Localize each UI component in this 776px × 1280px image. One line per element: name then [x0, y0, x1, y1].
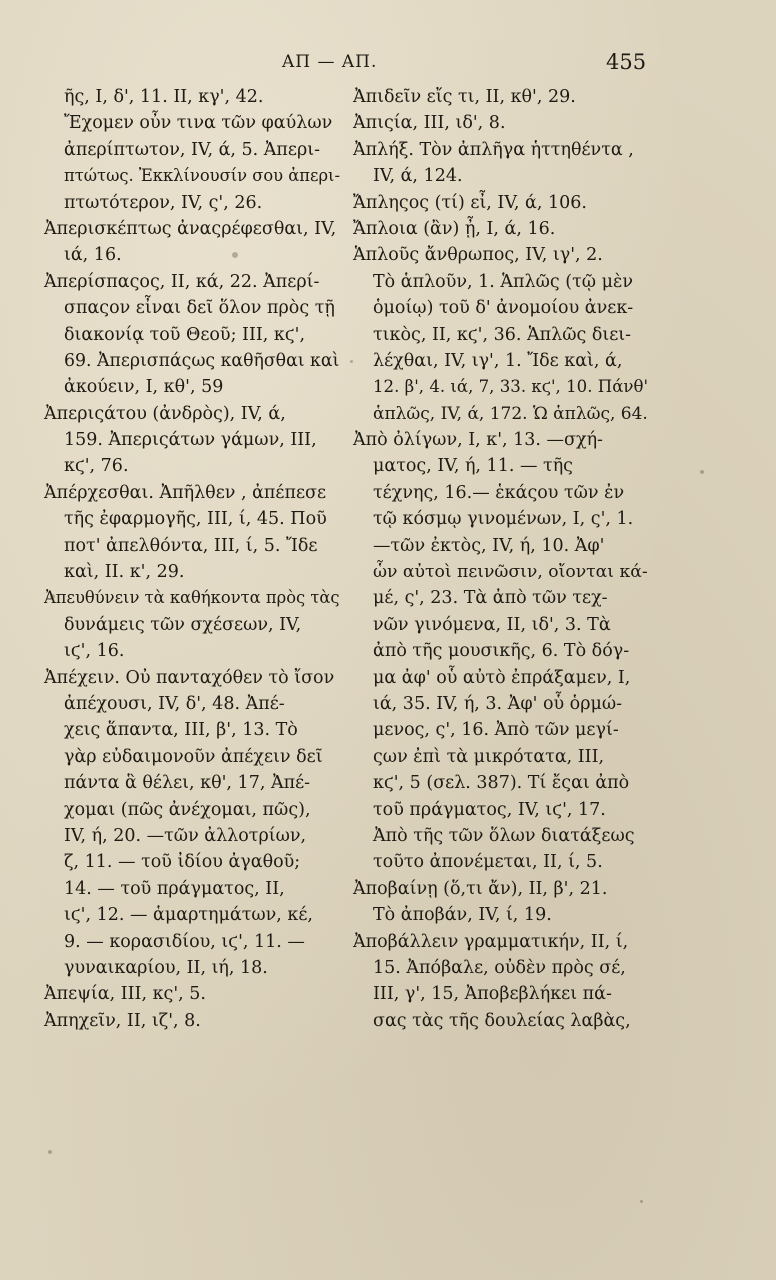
index-line: μα ἀφ' οὗ αὐτὸ ἐπράξαμεν, Ι, [373, 667, 631, 688]
index-line: κϛ', 76. [64, 456, 129, 477]
index-entry: Ἀπλήξ. Τὸν ἀπλῆγα ἡττηθέντα , [353, 139, 634, 160]
index-line: πτωτότερον, ΙV, ς', 26. [64, 192, 263, 213]
index-entry: Ἁπλοῦς ἄνθρωπος, ΙV, ιγ', 2. [353, 245, 603, 266]
index-entry: Ἄπλοια (ἂν) ᾖ, Ι, ά, 16. [353, 218, 556, 239]
running-head: ΑΠ — ΑΠ. [282, 52, 378, 72]
foxing-spot [640, 1200, 643, 1203]
index-line: καὶ, ΙΙ. κ', 29. [64, 562, 185, 583]
index-line: γὰρ εὐδαιμονοῦν ἀπέχειν δεῖ [64, 746, 323, 767]
index-entry: Ἀπερισκέπτως ἀναςρέφεσθαι, ΙV, [44, 218, 337, 239]
index-line: δυνάμεις τῶν σχέσεων, ΙV, [64, 614, 302, 635]
index-line: ΙΙΙ, γ', 15, Ἀποβεβλήκει πά- [373, 984, 612, 1005]
index-line: ἀπερίπτωτον, ΙV, ά, 5. Ἀπερι- [64, 139, 321, 160]
index-entry: Ἀπεψία, ΙΙΙ, κς', 5. [44, 984, 206, 1005]
index-line: ιϛ', 16. [64, 641, 125, 662]
index-line: ἀπὸ τῆς μουσικῆς, 6. Τὸ δόγ- [373, 641, 630, 662]
index-entry: Ἀποβάλλειν γραμματικήν, ΙΙ, ί, [353, 931, 629, 952]
index-line: μενος, ς', 16. Ἀπὸ τῶν μεγί- [373, 720, 619, 741]
index-line: χεις ἅπαντα, ΙΙΙ, β', 13. Τὸ [64, 720, 298, 741]
index-line: 12. β', 4. ιά, 7, 33. κϛ', 10. Πάνθ' [373, 377, 649, 397]
index-entry: Ἀποβαίνῃ (ὅ,τι ἄν), ΙΙ, β', 21. [353, 878, 608, 899]
index-line: διακονίᾳ τοῦ Θεοῦ; ΙΙΙ, κϛ', [64, 324, 306, 345]
index-line: πτώτως. Ἐκκλίνουσίν σου ἀπερι- [64, 166, 340, 186]
index-line: Τὸ ἁπλοῦν, 1. Ἁπλῶς (τῷ μὲν [373, 271, 633, 292]
index-entry: Ἄπληςος (τί) εἶ, ΙV, ά, 106. [353, 192, 587, 213]
index-line: ιϛ', 12. — ἁμαρτημάτων, κέ, [64, 905, 313, 926]
index-entry: Ἀπιςία, ΙΙΙ, ιδ', 8. [353, 113, 506, 134]
index-line: 159. Ἀπεριςάτων γάμων, ΙΙΙ, [64, 430, 317, 451]
index-line: σας τὰς τῆς δουλείας λαβὰς, [373, 1010, 631, 1031]
index-line: Ἔχομεν οὖν τινα τῶν φαύλων [64, 113, 333, 134]
index-line: νῶν γινόμενα, ΙΙ, ιδ', 3. Τὰ [373, 614, 611, 635]
index-line: ματος, ΙV, ή, 11. — τῆς [373, 456, 573, 477]
index-entry: Ἀπερίσπαςος, ΙΙ, κά, 22. Ἀπερί- [44, 271, 320, 292]
index-line: ΙV, ή, 20. —τῶν ἀλλοτρίων, [64, 825, 307, 846]
index-line: ιά, 35. ΙV, ή, 3. Ἀφ' οὗ ὁρμώ- [373, 693, 623, 714]
index-entry: Ἀπέρχεσθαι. Ἀπῆλθεν , ἀπέπεσε [44, 482, 327, 503]
index-entry: Ἀπηχεῖν, ΙΙ, ιζ', 8. [44, 1010, 201, 1031]
index-line: ἁπλῶς, ΙV, ά, 172. Ὡ ἁπλῶς, 64. [373, 403, 648, 424]
index-line: κϛ', 5 (σελ. 387). Τί ἔςαι ἀπὸ [373, 773, 630, 794]
index-line: τοῦτο ἀπονέμεται, ΙΙ, ί, 5. [373, 852, 603, 873]
index-line: ὁμοίῳ) τοῦ δ' ἀνομοίου ἀνεκ- [373, 298, 634, 319]
index-line: ζ, 11. — τοῦ ἰδίου ἀγαθοῦ; [64, 852, 301, 873]
index-line: τέχνης, 16.— ἑκάςου τῶν ἐν [373, 482, 625, 503]
index-line: ὧν αὐτοὶ πεινῶσιν, οἴονται κά- [373, 562, 648, 583]
index-entry: Ἀπευθύνειν τὰ καθήκοντα πρὸς τὰς [44, 588, 340, 608]
index-line: —τῶν ἐκτὸς, ΙV, ή, 10. Ἀφ' [373, 535, 605, 556]
index-line: σπαςον εἶναι δεῖ ὅλον πρὸς τῇ [64, 298, 335, 319]
left-column [44, 84, 340, 1034]
index-line: γυναικαρίου, ΙΙ, ιή, 18. [64, 957, 268, 978]
index-line: ἀπέχουσι, ΙV, δ', 48. Ἀπέ- [64, 693, 285, 714]
page-number: 455 [606, 50, 647, 74]
foxing-spot [48, 1150, 52, 1154]
index-line: 15. Ἀπόβαλε, οὐδὲν πρὸς σέ, [373, 957, 626, 978]
index-entry: Ἀπέχειν. Οὐ πανταχόθεν τὸ ἴσον [44, 667, 335, 688]
index-line: Τὸ ἀποβάν, ΙV, ί, 19. [373, 905, 552, 926]
index-line: ιά, 16. [64, 245, 122, 266]
index-line: πάντα ἃ θέλει, κθ', 17, Ἀπέ- [64, 773, 311, 794]
index-line: Ἀπὸ τῆς τῶν ὅλων διατάξεως [373, 825, 635, 846]
index-entry: Ἀπιδεῖν εἴς τι, ΙΙ, κθ', 29. [353, 87, 576, 107]
index-line: τῆς ἐφαρμογῆς, ΙΙΙ, ί, 45. Ποῦ [64, 509, 327, 530]
index-line: χομαι (πῶς ἀνέχομαι, πῶς), [64, 799, 311, 820]
index-entry: Ἀπεριςάτου (ἀνδρὸς), ΙV, ά, [44, 403, 286, 424]
index-line: ἀκούειν, Ι, κθ', 59 [64, 377, 224, 398]
index-line: ΙV, ά, 124. [373, 166, 463, 187]
index-entry: Ἀπὸ ὀλίγων, Ι, κ', 13. —σχή- [353, 430, 603, 451]
index-line: 14. — τοῦ πράγματος, ΙΙ, [64, 878, 285, 899]
index-line: 9. — κορασιδίου, ιϛ', 11. — [64, 931, 305, 952]
foxing-spot [700, 470, 704, 474]
index-line: ποτ' ἀπελθόντα, ΙΙΙ, ί, 5. Ἴδε [64, 535, 318, 556]
index-line: ῆς, Ι, δ', 11. ΙΙ, κγ', 42. [64, 87, 264, 107]
index-line: λέχθαι, ΙV, ιγ', 1. Ἴδε καὶ, ά, [373, 350, 623, 371]
index-line: τοῦ πράγματος, ΙV, ιϛ', 17. [373, 799, 606, 820]
index-line: τῷ κόσμῳ γινομένων, Ι, ς', 1. [373, 509, 634, 530]
index-line: μέ, ς', 23. Τὰ ἀπὸ τῶν τεχ- [373, 588, 608, 609]
right-column [353, 84, 648, 1034]
index-line: 69. Ἀπερισπάςως καθῆσθαι καὶ [64, 350, 340, 371]
index-line: τικὸς, ΙΙ, κϛ', 36. Ἁπλῶς διει- [373, 324, 632, 345]
index-line: ςων ἐπὶ τὰ μικρότατα, ΙΙΙ, [373, 746, 605, 767]
